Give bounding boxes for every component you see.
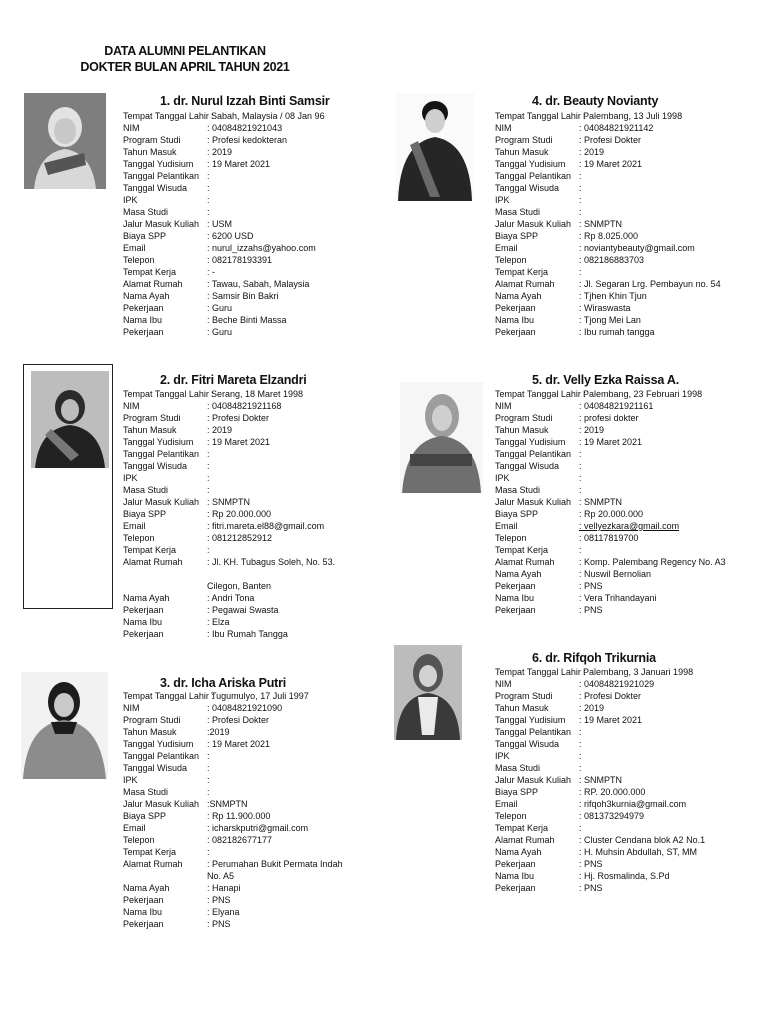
detail-label: Tempat Kerja	[123, 847, 177, 857]
detail-value: : Perumahan Bukit Permata Indah	[207, 859, 343, 869]
detail-label: Program Studi	[123, 715, 181, 725]
detail-value: :	[207, 763, 210, 773]
detail-value: : Nuswil Bernolian	[579, 569, 652, 579]
detail-label: Program Studi	[495, 413, 553, 423]
detail-value: : RP. 20.000.000	[579, 787, 646, 797]
detail-label: Email	[123, 823, 146, 833]
detail-label: Tanggal Yudisium	[123, 159, 194, 169]
detail-value: : 6200 USD	[207, 231, 254, 241]
alumni-photo-4	[396, 93, 474, 201]
detail-label: Nama Ayah	[123, 883, 170, 893]
detail-label: Tempat Tanggal Lahir :	[123, 111, 214, 121]
detail-value: : Beche Binti Massa	[207, 315, 287, 325]
detail-value: : Tawau, Sabah, Malaysia	[207, 279, 310, 289]
detail-label: Masa Studi	[123, 485, 169, 495]
detail-label: IPK	[495, 751, 510, 761]
detail-label: Email	[123, 521, 146, 531]
detail-value: :	[579, 751, 582, 761]
detail-label: Pekerjaan	[495, 605, 536, 615]
detail-value: : Guru	[207, 327, 233, 337]
detail-label: Pekerjaan	[123, 303, 164, 313]
detail-label: Alamat Rumah	[123, 557, 183, 567]
detail-value: :	[579, 195, 582, 205]
detail-label: NIM	[495, 679, 512, 689]
detail-value: :	[579, 171, 582, 181]
detail-value: :2019	[207, 727, 230, 737]
detail-label: IPK	[495, 195, 510, 205]
detail-label: NIM	[123, 123, 140, 133]
detail-value: : fitri.mareta.el88@gmail.com	[207, 521, 325, 531]
detail-value: Serang, 18 Maret 1998	[211, 389, 304, 399]
detail-label: Jalur Masuk Kuliah	[495, 775, 572, 785]
detail-value: : 19 Maret 2021	[579, 437, 643, 447]
detail-value: :	[579, 207, 582, 217]
detail-value: : SNMPTN	[579, 497, 623, 507]
detail-label: NIM	[495, 401, 512, 411]
detail-label: Telepon	[495, 255, 527, 265]
detail-value: : SNMPTN	[579, 219, 623, 229]
detail-value: :	[207, 751, 210, 761]
detail-label: Program Studi	[123, 413, 181, 423]
alumni-name-2: 2. dr. Fitri Mareta Elzandri	[160, 373, 307, 387]
detail-value: : Hanapi	[207, 883, 241, 893]
detail-value: : 2019	[579, 147, 605, 157]
detail-value: :	[207, 485, 210, 495]
detail-value: : 19 Maret 2021	[579, 159, 643, 169]
detail-value: : Rp 20.000.000	[579, 509, 644, 519]
detail-value: : PNS	[579, 859, 603, 869]
detail-value: : Rp 8.025.000	[579, 231, 639, 241]
detail-label: Telepon	[123, 255, 155, 265]
detail-value: : 081212852912	[207, 533, 273, 543]
detail-label: Email	[495, 243, 518, 253]
detail-value: :	[207, 545, 210, 555]
detail-label: Masa Studi	[495, 485, 541, 495]
detail-value: :	[207, 183, 210, 193]
detail-label: Jalur Masuk Kuliah	[123, 799, 200, 809]
detail-label: Biaya SPP	[123, 811, 167, 821]
detail-label: Tempat Kerja	[123, 545, 177, 555]
detail-label: Telepon	[123, 533, 155, 543]
detail-value: : 082186883703	[579, 255, 645, 265]
detail-value: : Profesi Dokter	[579, 691, 642, 701]
detail-label: Pekerjaan	[495, 859, 536, 869]
detail-label: Tempat Tanggal Lahir :	[495, 111, 586, 121]
detail-label: Tempat Kerja	[495, 267, 549, 277]
detail-label: Tahun Masuk	[495, 425, 549, 435]
detail-label: Program Studi	[495, 135, 553, 145]
detail-value: : Profesi Dokter	[579, 135, 642, 145]
detail-label: Pekerjaan	[495, 327, 536, 337]
detail-value: :	[579, 545, 582, 555]
detail-label: Nama Ibu	[123, 315, 163, 325]
detail-label: Tempat Tanggal Lahir :	[123, 389, 214, 399]
detail-value: Palembang, 13 Juli 1998	[583, 111, 683, 121]
detail-label: Biaya SPP	[495, 787, 539, 797]
detail-value: : 04084821921043	[207, 123, 283, 133]
detail-value: :	[207, 207, 210, 217]
detail-value: : Jl. Segaran Lrg. Pembayun no. 54	[579, 279, 721, 289]
detail-label: Nama Ibu	[495, 315, 535, 325]
detail-label: Tempat Tanggal Lahir :	[495, 667, 586, 677]
detail-value: : Vera Trihandayani	[579, 593, 657, 603]
detail-value: : Andri Tona	[207, 593, 255, 603]
detail-label: Nama Ibu	[495, 871, 535, 881]
detail-label: Masa Studi	[123, 787, 169, 797]
detail-value: : PNS	[579, 883, 603, 893]
detail-value: : USM	[207, 219, 233, 229]
detail-label: Nama Ayah	[495, 291, 542, 301]
detail-label: IPK	[123, 473, 138, 483]
alumni-name-5: 5. dr. Velly Ezka Raissa A.	[532, 373, 680, 387]
detail-value: : PNS	[579, 605, 603, 615]
detail-value: : 19 Maret 2021	[579, 715, 643, 725]
detail-value: : Elyana	[207, 907, 240, 917]
detail-value: : nurul_izzahs@yahoo.com	[207, 243, 316, 253]
detail-value: :	[579, 183, 582, 193]
detail-value: : 08117819700	[579, 533, 639, 543]
detail-value: :	[579, 267, 582, 277]
detail-label: Tempat Kerja	[123, 267, 177, 277]
detail-value: : SNMPTN	[579, 775, 623, 785]
detail-label: Tempat Kerja	[495, 823, 549, 833]
detail-label: Tanggal Pelantikan	[123, 449, 200, 459]
detail-label: IPK	[495, 473, 510, 483]
detail-value: :	[579, 823, 582, 833]
detail-value: :	[207, 461, 210, 471]
alumni-photo-2	[31, 371, 109, 468]
detail-label: Pekerjaan	[123, 895, 164, 905]
detail-label: Tanggal Pelantikan	[495, 727, 572, 737]
detail-value: : 19 Maret 2021	[207, 159, 271, 169]
detail-value: : PNS	[207, 919, 231, 929]
detail-label: NIM	[123, 703, 140, 713]
detail-label: Tanggal Yudisium	[123, 739, 194, 749]
detail-label: Masa Studi	[123, 207, 169, 217]
detail-value: :	[207, 787, 210, 797]
detail-label: Telepon	[123, 835, 155, 845]
detail-label: Nama Ibu	[123, 617, 163, 627]
detail-label: Biaya SPP	[123, 509, 167, 519]
detail-value: : 04084821921029	[579, 679, 655, 689]
detail-label: Pekerjaan	[123, 327, 164, 337]
detail-value: :	[579, 727, 582, 737]
detail-value: :	[207, 847, 210, 857]
detail-value: : 2019	[579, 425, 605, 435]
detail-label: Alamat Rumah	[495, 279, 555, 289]
alumni-photo-5	[400, 382, 483, 493]
detail-value: Cilegon, Banten	[207, 581, 272, 591]
detail-label: Email	[123, 243, 146, 253]
detail-value: : 082178193391	[207, 255, 273, 265]
detail-label: Tanggal Pelantikan	[123, 751, 200, 761]
detail-value: No. A5	[207, 871, 235, 881]
detail-label: Nama Ayah	[123, 593, 170, 603]
detail-value: :	[579, 485, 582, 495]
detail-label: Biaya SPP	[123, 231, 167, 241]
detail-value: : Wiraswasta	[579, 303, 631, 313]
detail-value: : Komp. Palembang Regency No. A3	[579, 557, 726, 567]
detail-value: :	[207, 473, 210, 483]
detail-label: Biaya SPP	[495, 509, 539, 519]
detail-label: IPK	[123, 195, 138, 205]
detail-value: :	[207, 449, 210, 459]
detail-label: Tempat Tanggal Lahir :	[123, 691, 214, 701]
detail-value: : 2019	[207, 147, 233, 157]
detail-value: : Jl. KH. Tubagus Soleh, No. 53.	[207, 557, 336, 567]
alumni-name-4: 4. dr. Beauty Novianty	[532, 94, 659, 108]
alumni-name-1: 1. dr. Nurul Izzah Binti Samsir	[160, 94, 330, 108]
detail-label: Nama Ayah	[495, 569, 542, 579]
detail-value: : Ibu Rumah Tangga	[207, 629, 288, 639]
detail-label: Tanggal Pelantikan	[123, 171, 200, 181]
detail-value: : vellyezkara@gmail.com	[579, 521, 680, 531]
detail-value: :	[579, 449, 582, 459]
detail-label: Program Studi	[123, 135, 181, 145]
detail-value: : Guru	[207, 303, 233, 313]
detail-value: : Elza	[207, 617, 230, 627]
detail-label: Tahun Masuk	[495, 703, 549, 713]
detail-label: Alamat Rumah	[123, 859, 183, 869]
detail-value: : SNMPTN	[207, 497, 251, 507]
detail-value: :	[207, 195, 210, 205]
detail-label: Tanggal Yudisium	[495, 437, 566, 447]
detail-value: : Samsir Bin Bakri	[207, 291, 279, 301]
detail-value: : 19 Maret 2021	[207, 437, 271, 447]
detail-value: : Ibu rumah tangga	[579, 327, 655, 337]
detail-label: Tanggal Yudisium	[123, 437, 194, 447]
detail-value: :	[207, 775, 210, 785]
detail-label: Tanggal Wisuda	[495, 739, 560, 749]
detail-label: Pekerjaan	[495, 883, 536, 893]
alumni-name-3: 3. dr. Icha Ariska Putri	[160, 676, 287, 690]
document-title-line-1: DATA ALUMNI PELANTIKAN	[104, 44, 266, 58]
detail-label: Jalur Masuk Kuliah	[123, 219, 200, 229]
detail-label: Tanggal Wisuda	[123, 763, 188, 773]
detail-value: : H. Muhsin Abdullah, ST, MM	[579, 847, 698, 857]
detail-value: : icharskputri@gmail.com	[207, 823, 309, 833]
detail-value: Tugumulyo, 17 Juli 1997	[211, 691, 309, 701]
detail-label: Pekerjaan	[495, 303, 536, 313]
detail-value: : Profesi kedokteran	[207, 135, 288, 145]
detail-value: : 04084821921090	[207, 703, 283, 713]
detail-value: : -	[207, 267, 215, 277]
alumni-photo-3	[21, 672, 108, 779]
detail-value: :	[579, 763, 582, 773]
detail-value: : Cluster Cendana blok A2 No.1	[579, 835, 706, 845]
detail-label: Program Studi	[495, 691, 553, 701]
detail-value: : PNS	[207, 895, 231, 905]
detail-label: Telepon	[495, 533, 527, 543]
detail-label: Jalur Masuk Kuliah	[495, 219, 572, 229]
detail-label: Tahun Masuk	[123, 147, 177, 157]
alumni-photo-1	[24, 93, 106, 189]
detail-value: : 19 Maret 2021	[207, 739, 271, 749]
detail-value: Sabah, Malaysia / 08 Jan 96	[211, 111, 325, 121]
detail-label: Nama Ayah	[123, 291, 170, 301]
detail-value: :	[579, 739, 582, 749]
detail-label: Tanggal Wisuda	[495, 183, 560, 193]
detail-label: Nama Ibu	[495, 593, 535, 603]
detail-value: : Tjong Mei Lan	[579, 315, 641, 325]
alumni-name-6: 6. dr. Rifqoh Trikurnia	[532, 651, 656, 665]
detail-label: Pekerjaan	[123, 629, 164, 639]
detail-label: Tahun Masuk	[123, 727, 177, 737]
detail-label: Masa Studi	[495, 207, 541, 217]
detail-value: :SNMPTN	[207, 799, 248, 809]
detail-value: : Rp 20.000.000	[207, 509, 272, 519]
detail-label: Pekerjaan	[123, 919, 164, 929]
detail-value: : 082182677177	[207, 835, 273, 845]
detail-value: :	[579, 461, 582, 471]
detail-label: Tanggal Pelantikan	[495, 449, 572, 459]
detail-label: Alamat Rumah	[495, 557, 555, 567]
detail-label: Jalur Masuk Kuliah	[123, 497, 200, 507]
detail-label: Biaya SPP	[495, 231, 539, 241]
detail-label: Pekerjaan	[495, 581, 536, 591]
detail-label: Tanggal Wisuda	[495, 461, 560, 471]
detail-value: : Hj. Rosmalinda, S.Pd	[579, 871, 670, 881]
detail-label: Jalur Masuk Kuliah	[495, 497, 572, 507]
detail-value: : profesi dokter	[579, 413, 639, 423]
detail-label: Tanggal Wisuda	[123, 183, 188, 193]
detail-label: Email	[495, 521, 518, 531]
detail-value: : 2019	[579, 703, 605, 713]
detail-value: : Profesi Dokter	[207, 715, 270, 725]
detail-value: : noviantybeauty@gmail.com	[579, 243, 695, 253]
detail-value: : rifqoh3kurnia@gmail.com	[579, 799, 687, 809]
detail-value: : 081373294979	[579, 811, 645, 821]
detail-label: Nama Ayah	[495, 847, 542, 857]
detail-label: Nama Ibu	[123, 907, 163, 917]
detail-value: : 04084821921142	[579, 123, 654, 133]
detail-label: Alamat Rumah	[495, 835, 555, 845]
document-title-line-2: DOKTER BULAN APRIL TAHUN 2021	[80, 60, 290, 74]
detail-value: : 2019	[207, 425, 233, 435]
detail-value: : Tjhen Khin Tjun	[579, 291, 647, 301]
detail-label: NIM	[495, 123, 512, 133]
alumni-photo-6	[394, 645, 462, 740]
detail-label: Tahun Masuk	[123, 425, 177, 435]
detail-label: Tanggal Yudisium	[495, 715, 566, 725]
detail-label: Tanggal Pelantikan	[495, 171, 572, 181]
detail-value: :	[579, 473, 582, 483]
detail-label: Masa Studi	[495, 763, 541, 773]
detail-label: Pekerjaan	[123, 605, 164, 615]
detail-value: Palembang, 3 Januari 1998	[583, 667, 694, 677]
detail-value: Palembang, 23 Februari 1998	[583, 389, 703, 399]
detail-label: Tempat Kerja	[495, 545, 549, 555]
detail-value: :	[207, 171, 210, 181]
detail-label: IPK	[123, 775, 138, 785]
detail-label: Telepon	[495, 811, 527, 821]
detail-label: NIM	[123, 401, 140, 411]
detail-label: Tempat Tanggal Lahir :	[495, 389, 586, 399]
detail-value: : Profesi Dokter	[207, 413, 270, 423]
detail-value: : Pegawai Swasta	[207, 605, 279, 615]
detail-value: : PNS	[579, 581, 603, 591]
detail-value: : Rp 11.900.000	[207, 811, 271, 821]
detail-label: Tanggal Wisuda	[123, 461, 188, 471]
detail-label: Tahun Masuk	[495, 147, 549, 157]
detail-label: Alamat Rumah	[123, 279, 183, 289]
detail-value: : 04084821921168	[207, 401, 282, 411]
detail-label: Tanggal Yudisium	[495, 159, 566, 169]
detail-label: Email	[495, 799, 518, 809]
detail-value: : 04084821921161	[579, 401, 654, 411]
